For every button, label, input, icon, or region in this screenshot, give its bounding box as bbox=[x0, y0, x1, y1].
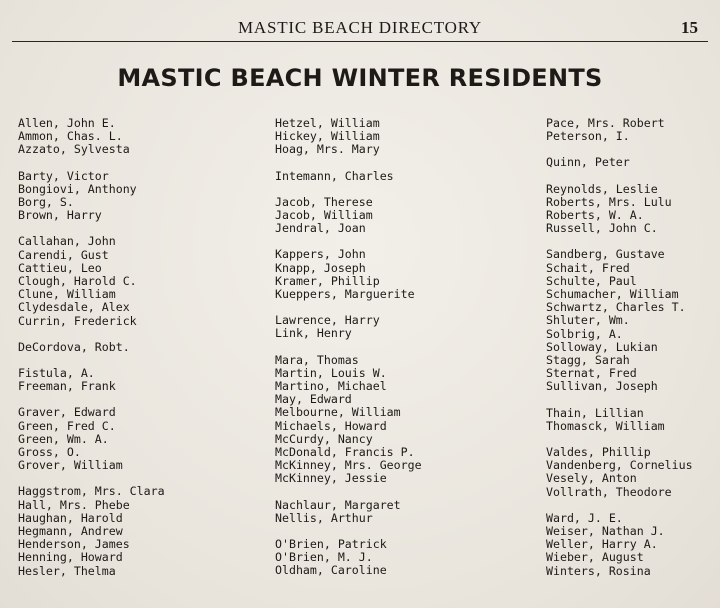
resident-entry: McKinney, Mrs. George bbox=[275, 458, 422, 473]
resident-entry: Solloway, Lukian bbox=[546, 339, 658, 354]
resident-entry: Lawrence, Harry bbox=[275, 313, 380, 328]
letter-group bbox=[18, 117, 165, 157]
letter-group bbox=[546, 407, 693, 433]
page-number: 15 bbox=[681, 18, 698, 37]
resident-entry: Ammon, Chas. L. bbox=[18, 129, 123, 144]
residents-column-2 bbox=[275, 117, 422, 591]
resident-entry: Hall, Mrs. Phebe bbox=[18, 497, 130, 512]
resident-entry: Nellis, Arthur bbox=[275, 510, 373, 525]
resident-entry: Green, Fred C. bbox=[18, 418, 116, 433]
letter-group bbox=[546, 156, 693, 169]
resident-entry: Solbrig, A. bbox=[546, 326, 623, 341]
resident-entry: Henning, Howard bbox=[18, 550, 123, 565]
resident-entry: Fistula, A. bbox=[18, 366, 95, 381]
resident-entry: Schait, Fred bbox=[546, 260, 630, 275]
resident-entry: Intemann, Charles bbox=[275, 168, 394, 183]
resident-entry: Green, Wm. A. bbox=[18, 431, 109, 446]
letter-group bbox=[18, 170, 165, 223]
letter-group bbox=[546, 117, 693, 143]
resident-entry: Martin, Louis W. bbox=[275, 365, 387, 380]
resident-entry: Peterson, I. bbox=[546, 129, 630, 144]
resident-entry: Jacob, Therese bbox=[275, 194, 373, 209]
resident-entry: Mara, Thomas bbox=[275, 352, 359, 367]
letter-group bbox=[275, 196, 422, 236]
resident-entry: Weiser, Nathan J. bbox=[546, 524, 665, 539]
running-title: MASTIC BEACH DIRECTORY bbox=[238, 18, 482, 37]
resident-entry: Haughan, Harold bbox=[18, 510, 123, 525]
resident-entry: Henderson, James bbox=[18, 537, 130, 552]
resident-entry: Nachlaur, Margaret bbox=[275, 497, 401, 512]
letter-group bbox=[275, 314, 422, 340]
resident-entry: Russell, John C. bbox=[546, 221, 658, 236]
resident-entry: McCurdy, Nancy bbox=[275, 431, 373, 446]
section-title: MASTIC BEACH WINTER RESIDENTS bbox=[117, 64, 603, 92]
resident-entry: Graver, Edward bbox=[18, 405, 116, 420]
letter-group bbox=[275, 117, 422, 157]
resident-entry: Vandenberg, Cornelius bbox=[546, 458, 693, 473]
residents-column-1 bbox=[18, 117, 165, 591]
letter-group bbox=[546, 183, 693, 236]
resident-entry: Wieber, August bbox=[546, 550, 644, 565]
resident-entry: Kramer, Phillip bbox=[275, 273, 380, 288]
resident-entry: Clydesdale, Alex bbox=[18, 300, 130, 315]
resident-entry: Azzato, Sylvesta bbox=[18, 142, 130, 157]
resident-entry: Schumacher, William bbox=[546, 287, 679, 302]
resident-entry: Michaels, Howard bbox=[275, 418, 387, 433]
resident-entry: Schulte, Paul bbox=[546, 273, 637, 288]
header-rule bbox=[12, 41, 708, 42]
resident-entry: Weller, Harry A. bbox=[546, 537, 658, 552]
resident-entry: Hegmann, Andrew bbox=[18, 524, 123, 539]
resident-entry: McKinney, Jessie bbox=[275, 471, 387, 486]
letter-group bbox=[546, 446, 693, 499]
resident-entry: Pace, Mrs. Robert bbox=[546, 116, 665, 130]
resident-entry: Knapp, Joseph bbox=[275, 260, 366, 275]
letter-group bbox=[275, 170, 422, 183]
resident-entry: Vollrath, Theodore bbox=[546, 484, 672, 499]
resident-entry: Gross, O. bbox=[18, 445, 81, 460]
resident-entry: Callahan, John bbox=[18, 234, 116, 249]
resident-entry: Thomasck, William bbox=[546, 418, 665, 433]
resident-entry: Kappers, John bbox=[275, 247, 366, 262]
resident-entry: Jendral, Joan bbox=[275, 221, 366, 236]
resident-entry: Hoag, Mrs. Mary bbox=[275, 142, 380, 157]
resident-entry: Hesler, Thelma bbox=[18, 563, 116, 578]
resident-entry: Roberts, Mrs. Lulu bbox=[546, 194, 672, 209]
letter-group bbox=[18, 341, 165, 354]
letter-group bbox=[18, 485, 165, 577]
resident-entry: Sandberg, Gustave bbox=[546, 247, 665, 262]
resident-entry: Stagg, Sarah bbox=[546, 353, 630, 368]
resident-entry: Carendi, Gust bbox=[18, 247, 109, 262]
resident-entry: Hetzel, William bbox=[275, 116, 380, 130]
resident-entry: Brown, Harry bbox=[18, 208, 102, 223]
residents-column-3 bbox=[546, 117, 693, 591]
resident-entry: Vesely, Anton bbox=[546, 471, 637, 486]
resident-entry: McDonald, Francis P. bbox=[275, 445, 415, 460]
letter-group bbox=[546, 512, 693, 578]
letter-group bbox=[18, 406, 165, 472]
resident-entry: Roberts, W. A. bbox=[546, 208, 644, 223]
resident-entry: Allen, John E. bbox=[18, 116, 116, 130]
resident-entry: Melbourne, William bbox=[275, 405, 401, 420]
resident-entry: Borg, S. bbox=[18, 195, 74, 210]
resident-entry: Clough, Harold C. bbox=[18, 274, 137, 289]
resident-entry: Clune, William bbox=[18, 287, 116, 302]
letter-group bbox=[18, 235, 165, 327]
letter-group bbox=[546, 248, 693, 393]
letter-group bbox=[275, 499, 422, 525]
resident-entry: Valdes, Phillip bbox=[546, 445, 651, 460]
resident-entry: Freeman, Frank bbox=[18, 379, 116, 394]
resident-entry: Quinn, Peter bbox=[546, 155, 630, 170]
resident-entry: Sullivan, Joseph bbox=[546, 379, 658, 394]
letter-group bbox=[275, 354, 422, 486]
resident-entry: Ward, J. E. bbox=[546, 510, 623, 525]
resident-entry: Hickey, William bbox=[275, 129, 380, 144]
resident-entry: Reynolds, Leslie bbox=[546, 181, 658, 196]
letter-group bbox=[275, 538, 422, 578]
resident-entry: Winters, Rosina bbox=[546, 563, 651, 578]
resident-entry: Schwartz, Charles T. bbox=[546, 300, 686, 315]
resident-entry: Currin, Frederick bbox=[18, 313, 137, 328]
resident-entry: Thain, Lillian bbox=[546, 405, 644, 420]
resident-entry: Shluter, Wm. bbox=[546, 313, 630, 328]
letter-group bbox=[275, 248, 422, 301]
resident-entry: O'Brien, M. J. bbox=[275, 550, 373, 565]
resident-entry: Sternat, Fred bbox=[546, 366, 637, 381]
resident-entry: Oldham, Caroline bbox=[275, 563, 387, 578]
resident-entry: Barty, Victor bbox=[18, 168, 109, 183]
letter-group bbox=[18, 367, 165, 393]
resident-entry: Link, Henry bbox=[275, 326, 352, 341]
resident-entry: O'Brien, Patrick bbox=[275, 537, 387, 552]
resident-entry: Grover, William bbox=[18, 458, 123, 473]
resident-entry: Cattieu, Leo bbox=[18, 260, 102, 275]
resident-entry: Haggstrom, Mrs. Clara bbox=[18, 484, 165, 499]
resident-entry: Bongiovi, Anthony bbox=[18, 181, 137, 196]
resident-entry: May, Edward bbox=[275, 392, 352, 407]
resident-entry: Kueppers, Marguerite bbox=[275, 287, 415, 302]
page-header bbox=[0, 16, 720, 40]
resident-entry: DeCordova, Robt. bbox=[18, 339, 130, 354]
resident-entry: Jacob, William bbox=[275, 208, 373, 223]
resident-entry: Martino, Michael bbox=[275, 379, 387, 394]
